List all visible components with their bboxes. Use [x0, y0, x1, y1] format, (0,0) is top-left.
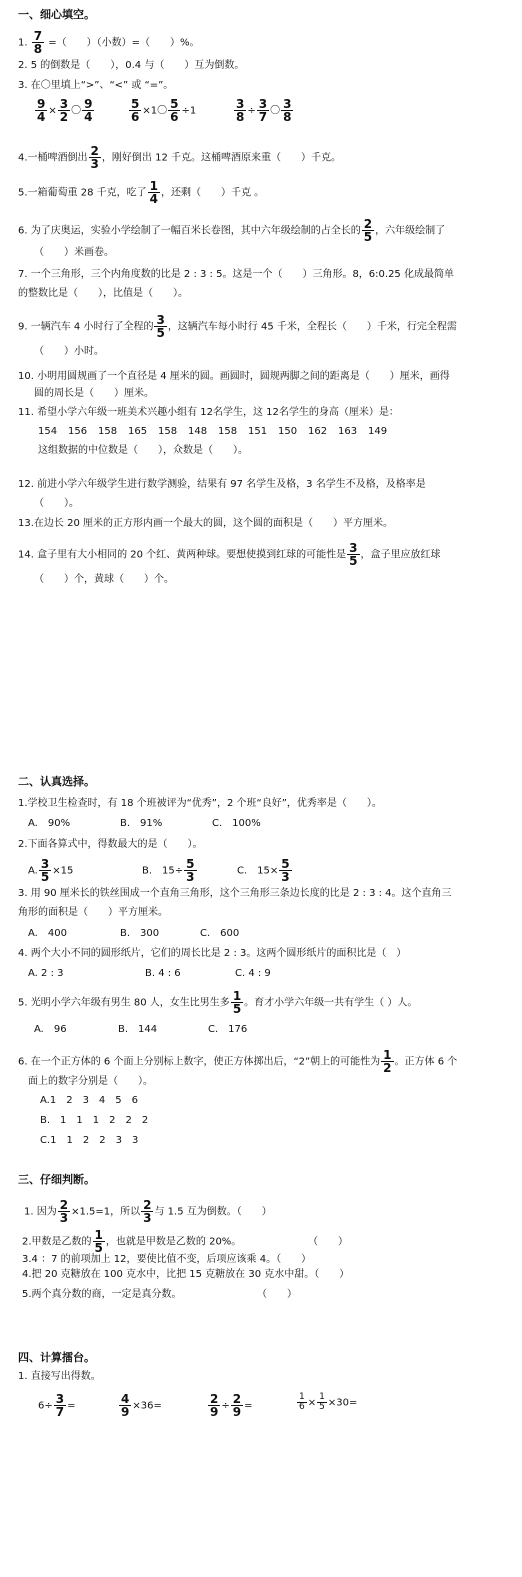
s2-q6: 6. 在一个正方体的 6 个面上分别标上数字，使正方体掷出后，“2”朝上的可能性为 $\frac{1}{2}$ 。正方体 6 个: [18, 1048, 458, 1075]
s1-q6: 6. 为了庆奥运，实验小学绘制了一幅百米长卷图，其中六年级绘制的占全长的 $\frac{2}{5}$ ，六年级绘制了: [18, 217, 446, 244]
s4-q1: 1. 直接写出得数。: [18, 1371, 101, 1382]
s2-q3-opts: A. 400 B. 300 C. 600: [28, 928, 240, 939]
s3-q4: 4.把 20 克糖放在 100 克水中，比把 15 克糖放在 30 克水中甜。（ ）: [22, 1269, 350, 1280]
s1-q10: 10. 小明用圆规画了一个直径是 4 厘米的圆。画圆时，圆规两脚之间的距离是（ ）厘米，画得: [18, 371, 450, 382]
s2-q3: 3. 用 90 厘米长的铁丝围成一个直角三角形，这个三角形三条边长度的比是 2 : 3 : 4。这个直角三: [18, 888, 452, 899]
s2-q2-opts: A. $\frac{3}{5}$ ×15 B. 15÷ $\frac{5}{3}$ C. 15× $\frac{5}{3}$: [28, 857, 290, 884]
s2-q4-opts: A. 2 : 3 B. 4 : 6 C. 4 : 9: [28, 968, 271, 979]
s1-q14-cont: （ ）个，黄球（ ）个。: [34, 574, 174, 585]
section-2-title: 二、认真选择。: [18, 775, 95, 788]
s3-q5: 5.两个真分数的商，一定是真分数。 （ ）: [22, 1289, 297, 1300]
s1-q11-cont: 这组数据的中位数是（ ），众数是（ ）。: [38, 445, 248, 456]
s2-q5-opts: A. 96 B. 144 C. 176: [34, 1024, 248, 1035]
s2-q6-opt-b: B. 1 1 1 2 2 2: [40, 1115, 149, 1126]
section-1-title: 一、细心填空。: [18, 8, 95, 21]
s1-q7: 7. 一个三角形，三个内角度数的比是 2 : 3 : 5。这是一个（ ）三角形。8，6:0.25 化成最简单: [18, 269, 454, 280]
s1-q11: 11. 希望小学六年级一班美术兴趣小组有 12名学生，这 12名学生的身高（厘米）是：: [18, 407, 399, 418]
s4-item-4: $\frac{1}{6}$ × $\frac{1}{5}$ ×30=: [299, 1392, 358, 1412]
s1-q10-cont: 圆的周长是（ ）厘米。: [34, 388, 154, 399]
s2-q3-cont: 角形的面积是（ ）平方厘米。: [18, 907, 168, 918]
s2-q1: 1.学校卫生检查时，有 18 个班被评为“优秀”，2 个班“良好”，优秀率是（ ）。: [18, 798, 382, 809]
s1-q6-cont: （ ）米画卷。: [34, 247, 114, 258]
s2-q1-opts: A. 90% B. 91% C. 100%: [28, 818, 261, 829]
s3-q3: 3.4 ：7 的前项加上 12，要使比值不变，后项应该乘 4。（ ）: [22, 1254, 312, 1265]
s1-q4: 4.一桶啤酒倒出 $\frac{2}{3}$ ，刚好倒出 12 千克。这桶啤酒原来重（ ）千克。: [18, 144, 341, 171]
s1-q11-heights: 154 156 158 165 158 148 158 151 150 162 163 149: [38, 426, 388, 437]
s4-item-3: $\frac{2}{9}$ ÷ $\frac{2}{9}$ =: [210, 1392, 253, 1419]
s1-q12-cont: （ ）。: [34, 498, 79, 509]
section-3-title: 三、仔细判断。: [18, 1173, 95, 1186]
s1-q9-cont: （ ）小时。: [34, 346, 104, 357]
s1-q9: 9. 一辆汽车 4 小时行了全程的 $\frac{3}{5}$ ，这辆汽车每小时行 45 千米，全程长（ ）千米，行完全程需: [18, 313, 457, 340]
s1-q3: 3. 在〇里填上“>”、“<” 或 “=”。: [18, 80, 174, 91]
s1-q13: 13.在边长 20 厘米的正方形内画一个最大的圆，这个圆的面积是（ ）平方厘米。: [18, 518, 393, 529]
s4-item-1: 6÷ $\frac{3}{7}$ =: [38, 1392, 76, 1419]
s1-q1: [18, 30, 200, 55]
s1-q3-item-2: $\frac{5}{6}$ ×1〇 $\frac{5}{6}$ ÷1: [131, 97, 197, 124]
s1-q14: 14. 盒子里有大小相同的 20 个红、黄两种球。要想使摸到红球的可能性是 $\frac{3}{5}$ ，盒子里应放红球: [18, 541, 441, 568]
s4-item-2: $\frac{4}{9}$ ×36=: [121, 1392, 162, 1419]
s1-q3-item-1: $\frac{9}{4}$ × $\frac{3}{2}$ 〇 $\frac{9}{4}$: [37, 97, 93, 124]
fraction: $\frac{7}{8}$: [33, 29, 43, 56]
s1-q2: 2. 5 的倒数是（ ），0.4 与（ ）互为倒数。: [18, 60, 245, 71]
q-number: 1.: [18, 37, 28, 49]
s2-q6-opt-c: C.1 1 2 2 3 3: [40, 1135, 139, 1146]
s3-q2: 2.甲数是乙数的 $\frac{1}{5}$ ，也就是甲数是乙数的 20%。 （ ）: [22, 1228, 348, 1255]
s3-q1: 1. 因为 $\frac{2}{3}$ ×1.5=1，所以 $\frac{2}{3}$ 与 1.5 互为倒数。（ ）: [24, 1198, 272, 1225]
s1-q3-item-3: $\frac{3}{8}$ ÷ $\frac{3}{7}$ 〇 $\frac{3}{8}$: [236, 97, 292, 124]
section-4-title: 四、计算擂台。: [18, 1351, 95, 1364]
s1-q12: 12. 前进小学六年级学生进行数学测验，结果有 97 名学生及格，3 名学生不及格，及格率是: [18, 479, 426, 490]
s2-q6-cont: 面上的数字分别是（ ）。: [28, 1076, 153, 1087]
s2-q4: 4. 两个大小不同的圆形纸片，它们的周长比是 2 : 3。这两个圆形纸片的面积比是（ ）: [18, 948, 407, 959]
s2-q6-opt-a: A.1 2 3 4 5 6: [40, 1095, 139, 1106]
s2-q5: 5. 光明小学六年级有男生 80 人，女生比男生多 $\frac{1}{5}$ 。育才小学六年级一共有学生（ ）人。: [18, 989, 418, 1016]
s1-q7-cont: 的整数比是（ ），比值是（ ）。: [18, 288, 188, 299]
q-text: =（ ）（小数）=（ ）%。: [48, 37, 200, 49]
s1-q5: 5.一箱葡萄重 28 千克，吃了 $\frac{1}{4}$ ，还剩（ ）千克 。: [18, 179, 265, 206]
s2-q2: 2.下面各算式中，得数最大的是（ ）。: [18, 839, 203, 850]
